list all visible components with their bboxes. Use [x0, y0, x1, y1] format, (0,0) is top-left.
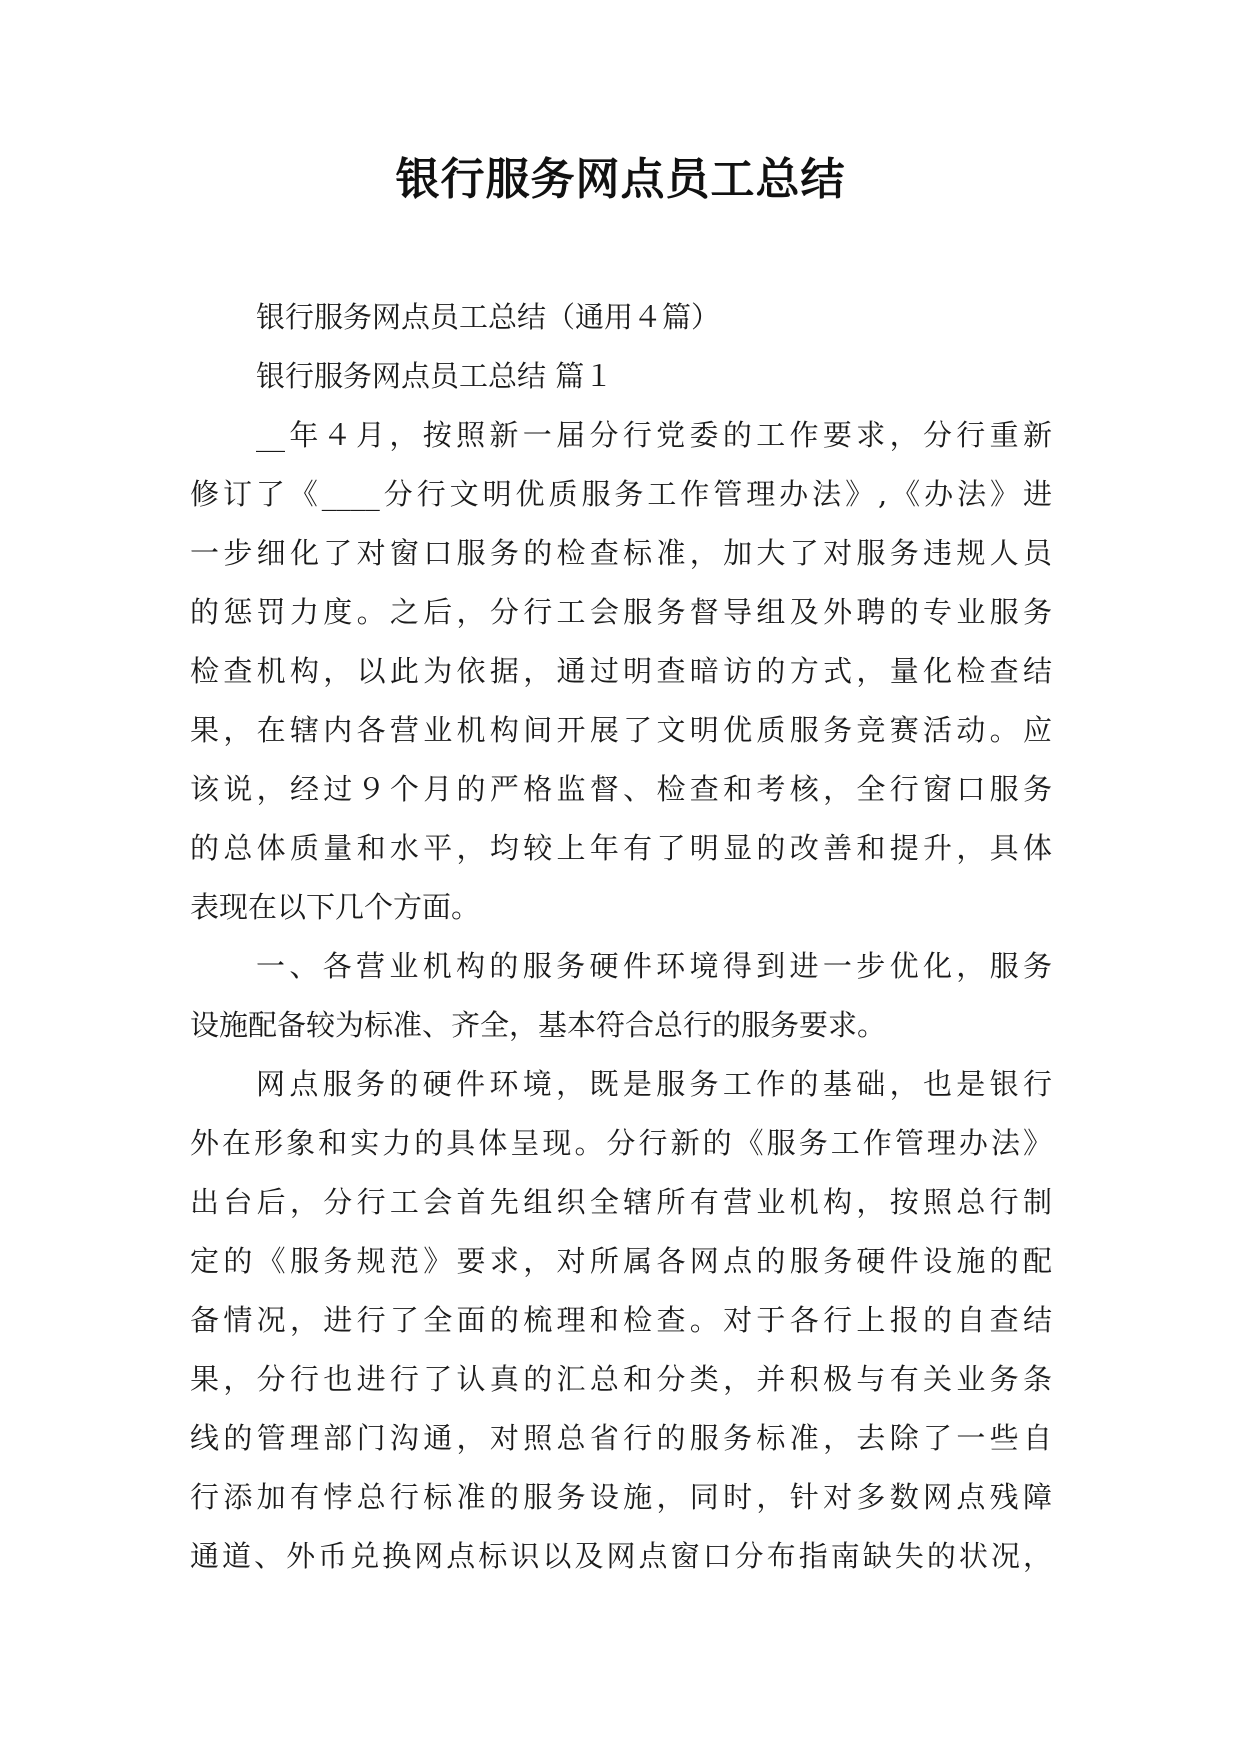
text-line: __年４月，按照新一届分行党委的工作要求，分行重新	[256, 418, 1052, 452]
text-line: 一步细化了对窗口服务的检查标准，加大了对服务违规人员	[190, 536, 1052, 570]
text-line: 网点服务的硬件环境，既是服务工作的基础，也是银行	[256, 1067, 1052, 1101]
text-line: 修订了《____分行文明优质服务工作管理办法》,《办法》进	[190, 477, 1052, 511]
text-line: 线的管理部门沟通，对照总省行的服务标准，去除了一些自	[190, 1421, 1052, 1455]
text-line: 通道、外币兑换网点标识以及网点窗口分布指南缺失的状况，	[190, 1539, 1052, 1573]
page-title: 银行服务网点员工总结	[395, 154, 846, 205]
text-line: 该说，经过９个月的严格监督、检查和考核，全行窗口服务	[190, 772, 1052, 806]
text-line: 果，在辖内各营业机构间开展了文明优质服务竞赛活动。应	[190, 713, 1052, 747]
document-body	[190, 288, 1052, 1586]
text-line: 的惩罚力度。之后，分行工会服务督导组及外聘的专业服务	[190, 595, 1052, 629]
text-line: 设施配备较为标准、齐全，基本符合总行的服务要求。	[190, 1008, 887, 1042]
text-line: 银行服务网点员工总结（通用４篇）	[256, 300, 721, 334]
text-line: 外在形象和实力的具体呈现。分行新的《服务工作管理办法》	[190, 1126, 1052, 1160]
text-line: 定的《服务规范》要求，对所属各网点的服务硬件设施的配	[190, 1244, 1052, 1278]
text-line: 出台后，分行工会首先组织全辖所有营业机构，按照总行制	[190, 1185, 1052, 1219]
text-line: 果，分行也进行了认真的汇总和分类，并积极与有关业务条	[190, 1362, 1052, 1396]
text-line: 行添加有悖总行标准的服务设施，同时，针对多数网点残障	[190, 1480, 1052, 1514]
text-line: 一、各营业机构的服务硬件环境得到进一步优化，服务	[256, 949, 1052, 983]
text-line: 检查机构，以此为依据，通过明查暗访的方式，量化检查结	[190, 654, 1052, 688]
text-line: 备情况，进行了全面的梳理和检查。对于各行上报的自查结	[190, 1303, 1052, 1337]
text-line: 的总体质量和水平，均较上年有了明显的改善和提升，具体	[190, 831, 1052, 865]
text-line: 表现在以下几个方面。	[190, 890, 481, 924]
text-line: 银行服务网点员工总结 篇１	[256, 359, 614, 393]
